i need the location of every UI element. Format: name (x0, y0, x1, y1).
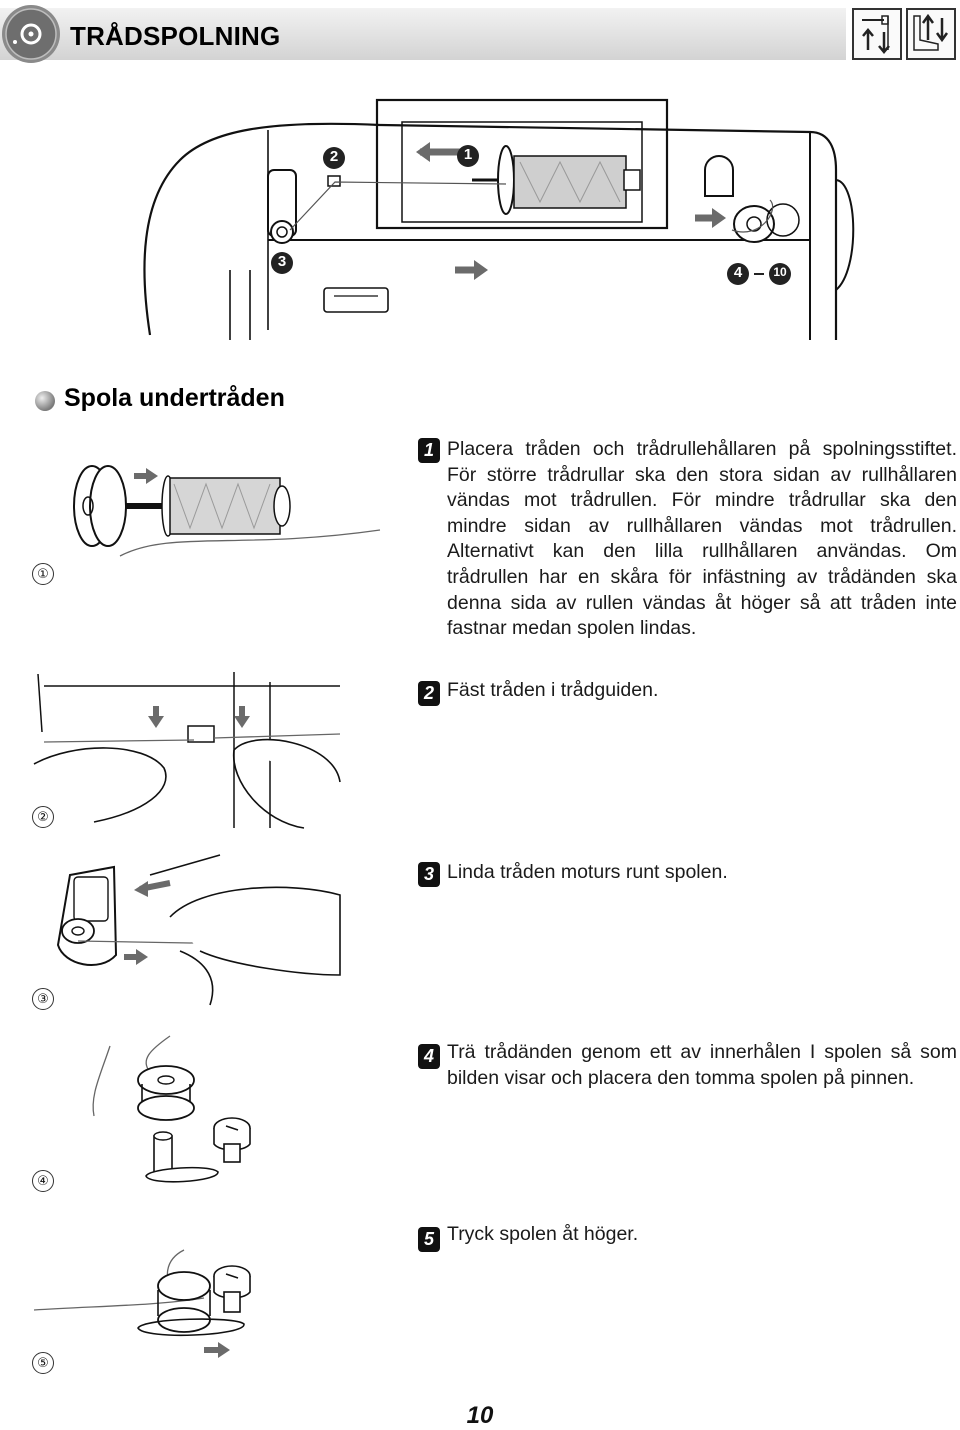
figure-4-label: ④ (32, 1170, 54, 1192)
figure-5-label: ⑤ (32, 1352, 54, 1374)
callout-numeral-3: 3 (277, 253, 287, 270)
winding-thread-figure (50, 855, 340, 1015)
page-title: TRÅDSPOLNING (70, 21, 281, 51)
step-2-badge: 2 (418, 681, 440, 706)
bobbin-on-pin-figure (90, 1036, 300, 1192)
step-3-text: Linda tråden moturs runt spolen. (447, 861, 728, 883)
push-bobbin-right-figure (34, 1240, 284, 1360)
thread-guide-figure (34, 672, 340, 828)
step-5-badge: 5 (418, 1227, 440, 1252)
machine-thread-path-figure (120, 90, 870, 350)
callout-numeral-4: 4 (733, 264, 743, 281)
callout-numeral-2: 2 (329, 148, 339, 165)
step-5-text: Tryck spolen åt höger. (447, 1223, 639, 1245)
step-2-text: Fäst tråden i trådguiden. (447, 679, 659, 701)
step-4-badge: 4 (418, 1044, 440, 1069)
section-title: Spola undertråden (64, 384, 285, 412)
page-number: 10 (466, 1402, 494, 1429)
step-1-badge: 1 (418, 438, 440, 463)
step-1-text: Placera tråden och trådrullehållaren på spolningsstiftet. För större trådrullar ska den stora sidan av rullhållaren vändas mot trådrullen. För mindre trådrullar ska den mindre sidan av rullhållaren vändas mot trådrullen. Alternativt kan den lilla rullhållaren användas. Om trådrullen har en skåra för infästning av trådänden ska denna sida av rullen vändas åt höger så att tråden inte fastnar medan spolen lindas. (447, 438, 957, 640)
threading-mode-icon (852, 8, 902, 60)
callout-numeral-1: 1 (463, 146, 473, 163)
figure-2-label: ② (32, 806, 54, 828)
thread-spool-header-icon (0, 2, 64, 66)
figure-1-label: ① (32, 563, 54, 585)
spool-holder-figure (60, 460, 380, 590)
presser-foot-mode-icon (906, 8, 956, 60)
figure-3-label: ③ (32, 988, 54, 1010)
step-3-badge: 3 (418, 862, 440, 887)
section-bullet-icon (34, 390, 56, 412)
callout-numeral-10: 10 (773, 265, 787, 279)
step-4-text: Trä trådänden genom ett av innerhålen I spolen så som bilden visar och placera den tomma spolen på pinnen. (447, 1041, 957, 1089)
